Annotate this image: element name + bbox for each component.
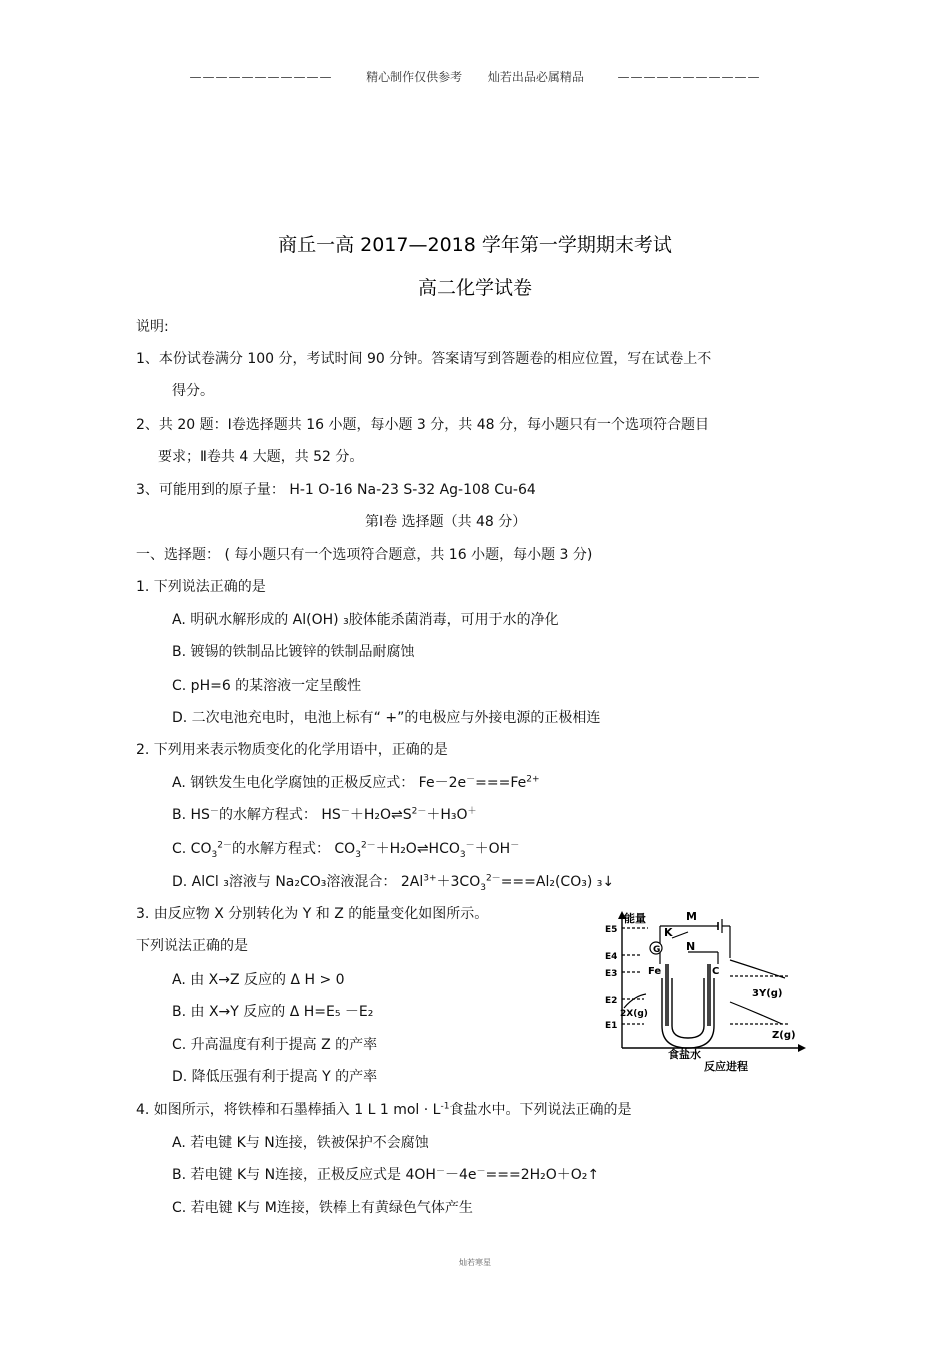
- x-axis-label: 反应进程: [704, 1060, 748, 1073]
- header-text-1: 精心制作仅供参考: [366, 70, 463, 84]
- q2-option-b: B. HS－的水解方程式： $HS^-+H_2O\rightleftharpoons S^{2-}+H_3O^+$: [172, 806, 477, 823]
- note-3: 3、可能用到的原子量： H-1 O-16 Na-23 S-32 Ag-108 Cu-64: [136, 482, 536, 498]
- q4-stem: 4. 如图所示，将铁棒和石墨棒插入 1 L 1 mol · $L^{-1}$食盐水中。下列说法正确的是: [136, 1101, 632, 1118]
- note-1b: 得分。: [172, 383, 214, 399]
- q3-q4-figure: [600, 908, 810, 1073]
- switch-n-label: N: [686, 940, 696, 953]
- q3-stem-2: 下列说法正确的是: [136, 938, 248, 954]
- q1-option-d: D. 二次电池充电时，电池上标有“ +”的电极应与外接电源的正极相连: [172, 710, 601, 726]
- q3-option-a: A. 由 X→Z 反应的 Δ H > 0: [172, 972, 345, 988]
- q2-option-a: A. 钢铁发生电化学腐蚀的正极反应式： $Fe-2e^-===Fe^{2+}$: [172, 774, 540, 791]
- section-1-intro: 一、选择题： ( 每小题只有一个选项符合题意，共 16 小题，每小题 3 分): [136, 547, 593, 563]
- q1-option-a: A. 明矾水解形成的 Al(OH) ₃胶体能杀菌消毒，可用于水的净化: [172, 612, 559, 628]
- header-right-dashes: ———————————: [617, 70, 761, 84]
- galvanometer-label: G: [653, 945, 661, 955]
- q1-option-c: C. pH=6 的某溶液一定呈酸性: [172, 678, 362, 694]
- note-2b: 要求；Ⅱ卷共 4 大题，共 52 分。: [158, 449, 364, 465]
- salt-water-label: 食盐水: [668, 1048, 701, 1061]
- q4-option-c: C. 若电键 K与 M连接，铁棒上有黄绿色气体产生: [172, 1200, 473, 1216]
- q3-option-c: C. 升高温度有利于提高 Z 的产率: [172, 1037, 378, 1053]
- q2-option-d: D. AlCl ₃溶液与 Na₂CO₃溶液混合： $2Al^{3+}+3CO_3^{2-}===Al_2(CO_3)$ ₃↓: [172, 873, 615, 893]
- x-label: 2X(g): [620, 1009, 648, 1019]
- section-1-title: 第Ⅰ卷 选择题（共 48 分）: [365, 514, 527, 530]
- q1-stem: 1. 下列说法正确的是: [136, 579, 266, 595]
- switch-k-label: K: [664, 926, 673, 939]
- q4-option-b: B. 若电键 K与 N连接，正极反应式是 4OH－－4e－===2H₂O＋O₂↑: [172, 1166, 600, 1183]
- header-text-2: 灿若出品必属精品: [487, 70, 584, 84]
- exam-title: 商丘一高 2017—2018 学年第一学期期末考试: [278, 234, 672, 256]
- e2-label: E2: [605, 996, 618, 1006]
- q2-option-c: C. $CO_3^{2-}$的水解方程式： $CO_3^{2-}+H_2O\rightleftharpoons HCO_3^-+OH^-$: [172, 840, 520, 860]
- q1-option-b: B. 镀锡的铁制品比镀锌的铁制品耐腐蚀: [172, 644, 415, 660]
- y-product-label: 3Y(g): [752, 988, 783, 999]
- q2-stem: 2. 下列用来表示物质变化的化学用语中，正确的是: [136, 742, 448, 758]
- header-left-dashes: ———————————: [189, 70, 333, 84]
- e3-label: E3: [605, 969, 618, 979]
- q3-option-b: B. 由 X→Y 反应的 Δ H=E₅ －E₂: [172, 1004, 374, 1020]
- x-axis-arrow: [798, 1044, 806, 1052]
- page-footer: 灿若寒星: [459, 1258, 491, 1267]
- notes-label: 说明:: [136, 319, 169, 335]
- exam-subtitle: 高二化学试卷: [417, 277, 532, 299]
- switch-m-label: M: [686, 910, 697, 923]
- note-2a: 2、共 20 题：Ⅰ卷选择题共 16 小题，每小题 3 分，共 48 分，每小题只有一个选项符合题目: [136, 417, 709, 433]
- y-axis-label: 能量: [624, 912, 646, 925]
- carbon-electrode-label: C: [712, 966, 720, 977]
- note-1a: 1、本份试卷满分 100 分，考试时间 90 分钟。答案请写到答题卷的相应位置，写在试卷上不: [136, 351, 712, 367]
- q3-option-d: D. 降低压强有利于提高 Y 的产率: [172, 1069, 378, 1085]
- e1-label: E1: [605, 1021, 618, 1031]
- e4-label: E4: [605, 952, 618, 962]
- e5-label: E5: [605, 925, 618, 935]
- q3-stem-1: 3. 由反应物 X 分别转化为 Y 和 Z 的能量变化如图所示。: [136, 906, 489, 922]
- iron-electrode-label: Fe: [648, 966, 662, 977]
- iron-rod: [665, 964, 669, 1026]
- q4-option-a: A. 若电键 K与 N连接，铁被保护不会腐蚀: [172, 1135, 429, 1151]
- carbon-rod: [707, 964, 711, 1026]
- page-header: [0, 68, 950, 85]
- z-product-label: Z(g): [772, 1030, 796, 1041]
